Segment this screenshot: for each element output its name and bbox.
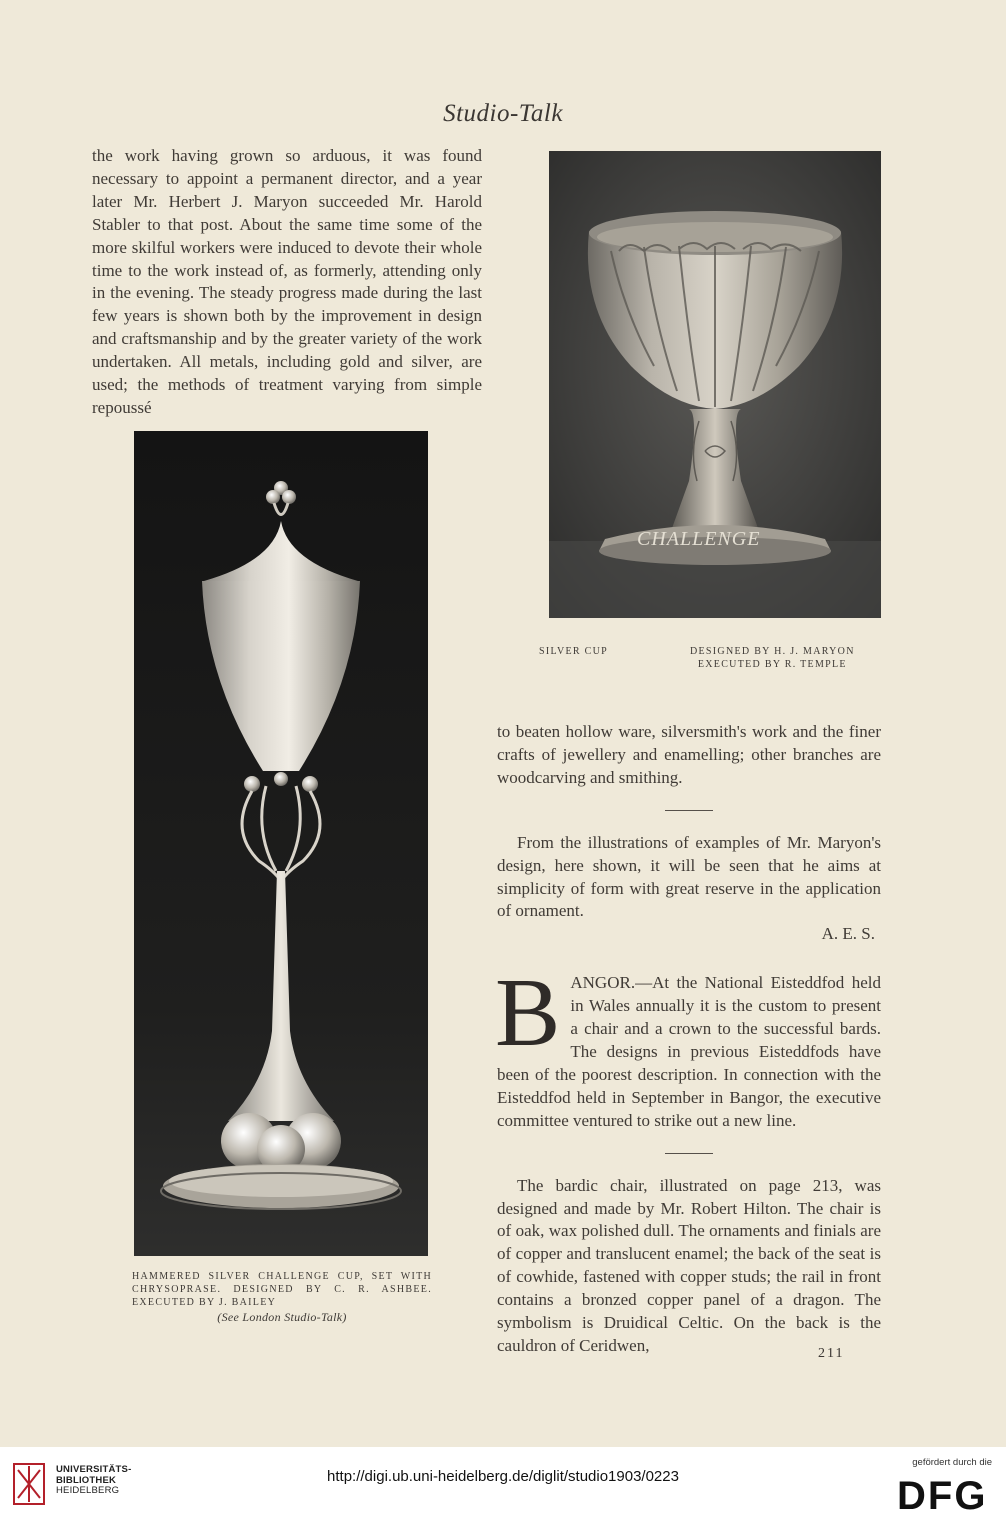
running-head: Studio-Talk (443, 100, 563, 127)
institution-line-2: BIBLIOTHEK (56, 1474, 117, 1486)
silver-cup-executor: EXECUTED BY R. TEMPLE (697, 659, 847, 670)
left-paragraph: the work having grown so arduous, it was found necessary to appoint a permanent director, and a year later Mr. Herbert J. Maryon succeeded Mr. Harold Stabler to that post. About the same time some of the more skilful workers were induced to devote their whole time to the work instead of, as formerly, attending only in the evening. The steady progress made during the last few years is shown both by the improvement in design and craftsmanship and by the greater variety of the work undertaken. All metals, including gold and silver, are used; the methods of treatment varying from simple repoussé (92, 146, 482, 417)
section-rule-2 (665, 1153, 713, 1154)
challenge-cup-caption (132, 1270, 432, 1324)
challenge-cup-photo (134, 431, 428, 1256)
right-paragraph-2: From the illustrations of examples of Mr. Maryon's design, here shown, it will be seen that he aims at simplicity of form with great reserve in the application of ornament. (497, 832, 881, 921)
challenge-cup-caption-ref: (See London Studio-Talk) (217, 1310, 347, 1324)
institution-line-1: UNIVERSITÄTS- (56, 1464, 132, 1475)
signoff-row (497, 923, 881, 946)
footer-bar (0, 1447, 1006, 1520)
dfg-logo-text: DFG (897, 1474, 988, 1513)
silver-cup-caption-title: SILVER CUP (539, 646, 609, 657)
section-rule (665, 810, 713, 811)
dfg-logo (895, 1473, 988, 1513)
page-number: 211 (818, 1346, 845, 1361)
signoff-initials: A. E. S. (821, 924, 875, 944)
right-paragraph-4: The bardic chair, illustrated on page 213, was designed and made by Mr. Robert Hilton. The chair is of oak, wax polished dull. The ornaments and finials are of copper and translucent enamel; the back of the seat is of cowhide, fastened with copper studs; the rail in front contains a bronzed copper panel of a dragon. The symbolism is Druidical Celtic. On the back is the cauldron of Ceridwen, (497, 1175, 881, 1355)
institution-line-3: HEIDELBERG (56, 1485, 120, 1496)
right-column-text (497, 721, 881, 1358)
silver-cup-caption-credits (690, 645, 855, 671)
challenge-cup-caption-text: HAMMERED SILVER CHALLENGE CUP, SET WITH CHRYSOPRASE. DESIGNED BY C. R. ASHBEE. EXECUTED BY J. BAILEY (132, 1271, 432, 1308)
bangor-paragraph (495, 959, 881, 1132)
cup-inscription: CHALLENGE (637, 528, 761, 550)
left-column-text (92, 145, 482, 420)
right-paragraph-1: to beaten hollow ware, silversmith's work and the finer crafts of jewellery and enamelling; other branches are woodcarving and smithing. (497, 722, 881, 787)
funding-note: gefördert durch die (912, 1457, 992, 1468)
silver-cup-photo (549, 151, 881, 618)
silver-cup-designer: DESIGNED BY H. J. MARYON (690, 646, 855, 657)
source-url-link[interactable]: http://digi.ub.uni-heidelberg.de/diglit/studio1903/0223 (327, 1468, 679, 1485)
dropcap-letter: B (495, 959, 561, 1068)
bangor-text: ANGOR.—At the National Eisteddfod held in Wales annually it is the custom to present a chair and a crown to the successful bards. The designs in previous Eisteddfods have been of the poorest description. In connection with the Eisteddfod held in September in Bangor, the executive committee ventured to strike out a new line. (497, 973, 881, 1130)
